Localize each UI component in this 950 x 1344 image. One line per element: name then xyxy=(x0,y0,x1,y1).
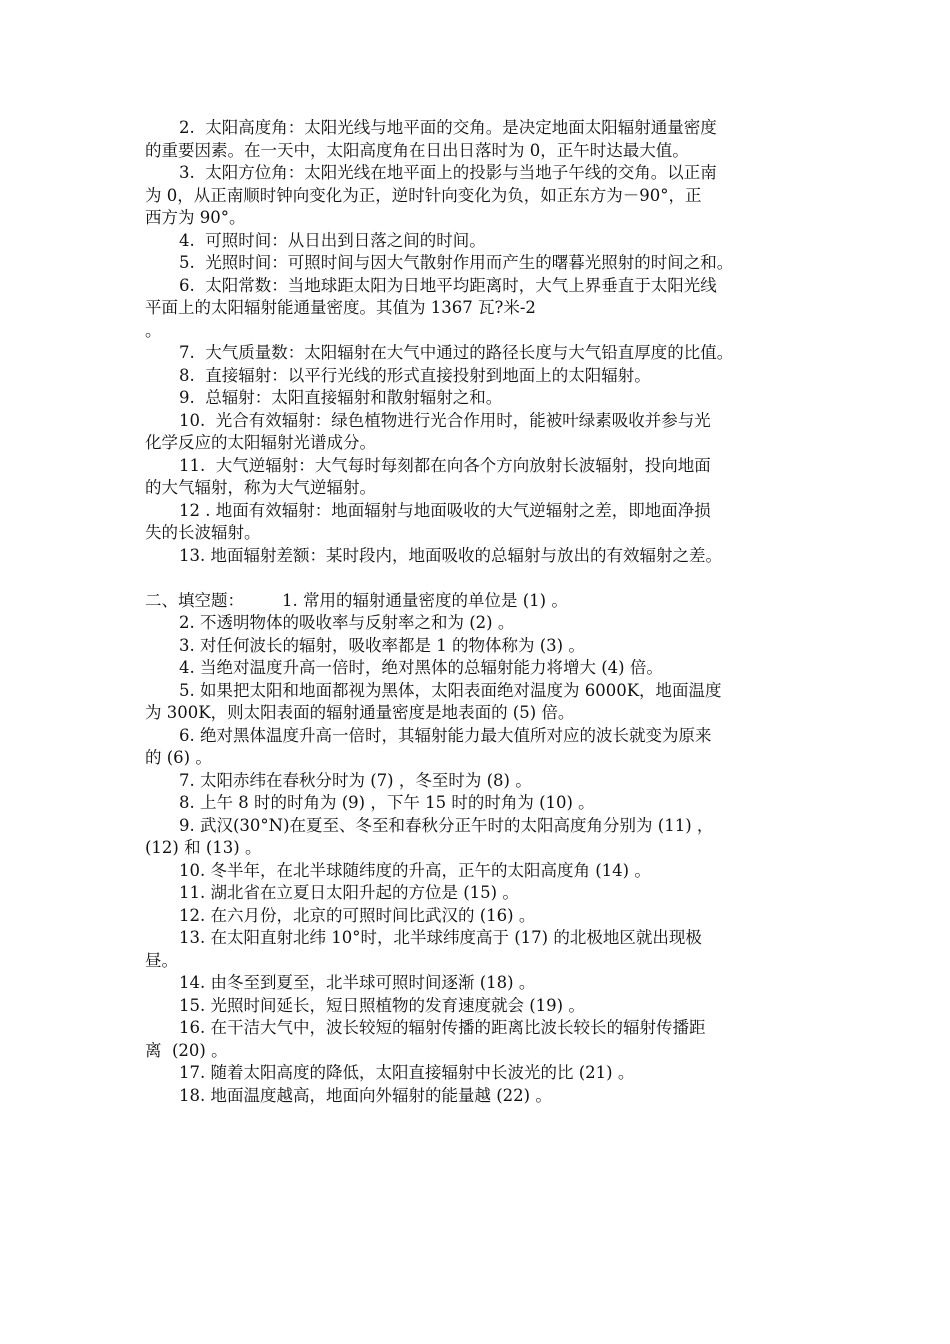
fill-blank-line: 为 300K，则太阳表面的辐射通量密度是地表面的 (5) 倍。 xyxy=(145,703,575,722)
definition-line: 失的长波辐射。 xyxy=(145,523,261,542)
fill-blank-heading: 二、填空题： xyxy=(145,590,244,610)
definition-line: 13. 地面辐射差额：某时段内，地面吸收的总辐射与放出的有效辐射之差。 xyxy=(179,545,722,565)
fill-blank-line: 9. 武汉(30°N)在夏至、冬至和春秋分正午时的太阳高度角分别为 (11) ， xyxy=(179,815,714,835)
definition-item xyxy=(145,117,813,162)
fill-blank-line: (12) 和 (13) 。 xyxy=(145,838,262,857)
fill-blank-line: 离 (20) 。 xyxy=(145,1040,228,1060)
fill-blank-line: 6. 绝对黑体温度升高一倍时，其辐射能力最大值所对应的波长就变为原来 xyxy=(179,725,712,745)
definition-line: 4. 可照时间：从日出到日落之间的时间。 xyxy=(179,230,486,250)
document-page xyxy=(145,117,813,1107)
fill-blank-line: 的 (6) 。 xyxy=(145,748,212,767)
definition-line: 12 . 地面有效辐射：地面辐射与地面吸收的大气逆辐射之差，即地面净损 xyxy=(179,500,711,520)
fill-blank-item-1: 1. 常用的辐射通量密度的单位是 (1) 。 xyxy=(282,590,568,610)
definition-item xyxy=(145,275,813,343)
definition-line: 的大气辐射，称为大气逆辐射。 xyxy=(145,478,376,497)
fill-blank-line: 3. 对任何波长的辐射，吸收率都是 1 的物体称为 (3) 。 xyxy=(179,635,585,655)
definition-item xyxy=(145,387,813,410)
fill-blank-first-line xyxy=(145,590,813,613)
fill-blank-line: 10. 冬半年，在北半球随纬度的升高，正午的太阳高度角 (14) 。 xyxy=(179,860,651,880)
fill-blank-line: 14. 由冬至到夏至，北半球可照时间逐渐 (18) 。 xyxy=(179,973,536,992)
definition-item xyxy=(145,545,813,568)
definition-line: 11. 大气逆辐射：大气每时每刻都在向各个方向放射长波辐射，投向地面 xyxy=(179,455,711,475)
definitions-section xyxy=(145,117,813,567)
definition-item xyxy=(145,455,813,500)
definition-line: 5. 光照时间：可照时间与因大气散射作用而产生的曙暮光照射的时间之和。 xyxy=(179,253,734,272)
fill-blank-line: 11. 湖北省在立夏日太阳升起的方位是 (15) 。 xyxy=(179,883,519,902)
definition-item xyxy=(145,500,813,545)
definition-item xyxy=(145,230,813,253)
fill-blank-line: 16. 在干洁大气中，波长较短的辐射传播的距离比波长较长的辐射传播距 xyxy=(179,1018,706,1037)
section-gap xyxy=(145,567,813,590)
fill-blank-line: 13. 在太阳直射北纬 10°时，北半球纬度高于 (17) 的北极地区就出现极 xyxy=(179,928,702,947)
definition-line: 为 0，从正南顺时钟向变化为正，逆时针向变化为负，如正东方为－90°，正 xyxy=(145,185,702,205)
definition-line: 10. 光合有效辐射：绿色植物进行光合作用时，能被叶绿素吸收并参与光 xyxy=(179,410,711,430)
fill-blank-line: 8. 上午 8 时的时角为 (9) ，下午 15 时的时角为 (10) 。 xyxy=(179,793,595,812)
definition-item xyxy=(145,162,813,230)
definition-line: 6. 太阳常数：当地球距太阳为日地平均距离时，大气上界垂直于太阳光线 xyxy=(179,275,717,295)
definition-item xyxy=(145,365,813,388)
definition-line: 的重要因素。在一天中，太阳高度角在日出日落时为 0，正午时达最大值。 xyxy=(145,140,689,160)
definition-line: 3. 太阳方位角：太阳光线在地平面上的投影与当地子午线的交角。以正南 xyxy=(179,163,717,182)
fill-blank-section xyxy=(145,590,813,1108)
fill-blank-line: 7. 太阳赤纬在春秋分时为 (7) ，冬至时为 (8) 。 xyxy=(179,770,532,790)
fill-blank-line: 15. 光照时间延长，短日照植物的发育速度就会 (19) 。 xyxy=(179,995,585,1015)
definition-item xyxy=(145,410,813,455)
definition-line: 西方为 90°。 xyxy=(145,208,246,227)
definition-line: 8. 直接辐射：以平行光线的形式直接投射到地面上的太阳辐射。 xyxy=(179,365,651,385)
definition-item xyxy=(145,252,813,275)
definition-line: 2. 太阳高度角：太阳光线与地平面的交角。是决定地面太阳辐射通量密度 xyxy=(179,118,717,137)
fill-blank-line: 5. 如果把太阳和地面都视为黑体，太阳表面绝对温度为 6000K，地面温度 xyxy=(179,680,722,700)
definition-line: 7. 大气质量数：太阳辐射在大气中通过的路径长度与大气铅直厚度的比值。 xyxy=(179,343,734,362)
fill-blank-line: 17. 随着太阳高度的降低，太阳直接辐射中长波光的比 (21) 。 xyxy=(179,1063,635,1082)
fill-blank-line: 昼。 xyxy=(145,950,178,970)
definition-item xyxy=(145,342,813,365)
fill-blank-line: 18. 地面温度越高，地面向外辐射的能量越 (22) 。 xyxy=(179,1085,552,1105)
definition-line: 化学反应的太阳辐射光谱成分。 xyxy=(145,433,376,452)
fill-blank-line: 2. 不透明物体的吸收率与反射率之和为 (2) 。 xyxy=(179,613,515,632)
definition-line: 。 xyxy=(145,320,162,340)
fill-blank-line: 4. 当绝对温度升高一倍时，绝对黑体的总辐射能力将增大 (4) 倍。 xyxy=(179,658,663,677)
definition-line: 平面上的太阳辐射能通量密度。其值为 1367 瓦?米-2 xyxy=(145,298,536,317)
definition-line: 9. 总辐射：太阳直接辐射和散射辐射之和。 xyxy=(179,388,503,407)
fill-blank-line: 12. 在六月份，北京的可照时间比武汉的 (16) 。 xyxy=(179,905,536,925)
